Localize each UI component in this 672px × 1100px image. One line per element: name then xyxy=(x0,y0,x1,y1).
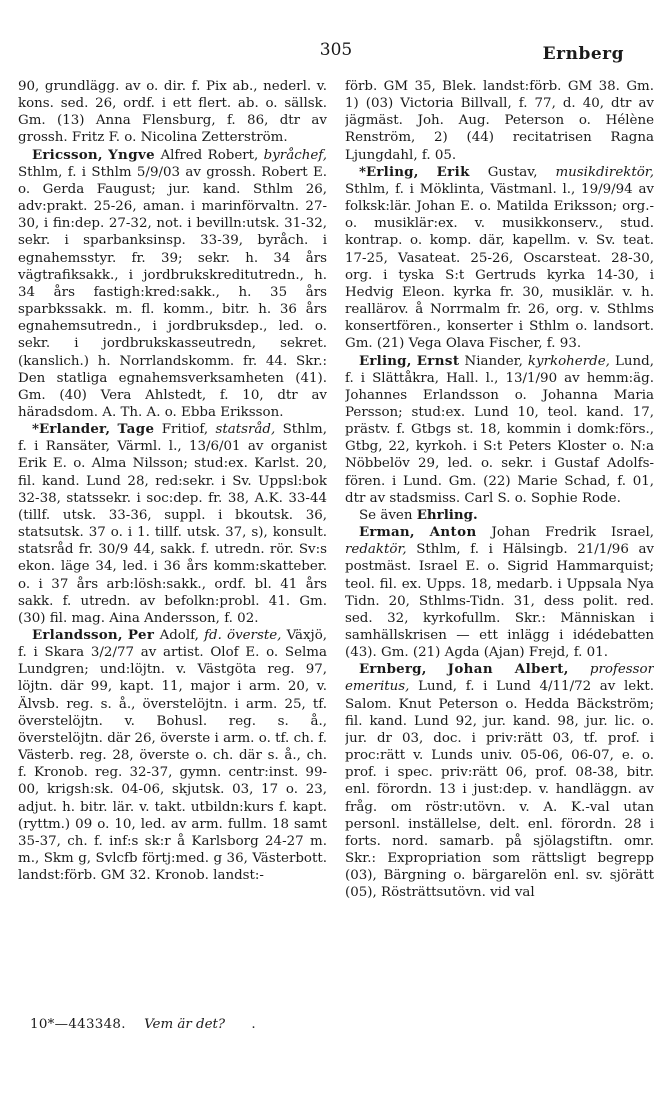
entry-given-name: Anton xyxy=(429,524,477,541)
entry-surname: Erling, xyxy=(366,163,419,180)
running-head: Ernberg xyxy=(542,44,624,64)
cross-reference xyxy=(345,507,654,524)
biography-entry xyxy=(18,147,327,422)
entry-occupation: fd. överste, xyxy=(204,628,282,643)
entry-occupation: professor emeritus, xyxy=(345,662,654,695)
entry-given-rest: Gustav, xyxy=(487,164,538,180)
signature-code: 10*—443348. xyxy=(30,1017,126,1032)
entry-surname: Erling, xyxy=(359,352,412,369)
entry-given-name: Ernst xyxy=(416,352,460,369)
page-header xyxy=(0,40,672,70)
entry-body: Sthlm, f. i Sthlm 5/9/03 av grossh. Robert E. o. Gerda Faugust; jur. kand. Sthlm 26, adv:prakt. 25-26, aman. i marinförvaltn. 27-30, i fin:dep. 27-32, not. i bevilln:utsk. 31-32, sekr. i sparbanksinsp. 33-39, byråch. i egnahemsstyr. fr. 39; sekr. h. 34 års vägtrafiksakk., i jordbrukskreditutredn., h. 34 års fastigh:kred:sakk., h. 35 års sparbkssakk. m. fl. komm., bitr. h. 36 års egnahemsutredn., i jordbruksdep., led. o. sekr. i jordbrukskasseutredn, sekret. (kanslich.) h. Norrlandskomm. fr. 44. Skr.: Den statliga egnahemsverksamheten (41). Gm. (40) Vera Ahlstedt, f. 10, dtr av häradsdom. A. Th. A. o. Ebba Eriksson. xyxy=(18,164,327,420)
entry-body: Sthlm, f. i Möklinta, Västmanl. l., 19/9/94 av folksk:lär. Johan E. o. Matilda Eriksson; org.- o. musiklär:ex. v. musikkonserv., stud. kontrap. o. komp. där, kapellm. v. Sv. teat. 17-25, Vasateat. 25-26, Oscarsteat. 28-30, org. i tyska S:t Gertruds kyrka 14-30, i Hedvig Eleon. kyrka fr. 30, musiklär. v. h. reallärov. å Norrmalm fr. 26, org. v. Sthlms konsertfören., konserter i Sthlm o. landsort. Gm. (21) Vega Olava Fischer, f. 93. xyxy=(345,181,654,352)
biography-entry xyxy=(345,353,654,507)
entry-body: Lund, f. i Slättåkra, Hall. l., 13/1/90 av hemm:äg. Johannes Erlandsson o. Johanna Maria Persson; stud:ex. Lund 10, teol. kand. 17, prästv. f. Gtbgs st. 18, kommin i domk:förs., Gtbg, 22, kyrkoh. i S:t Peters Kloster o. N:a Nöbbelöv 29, led. o. sekr. i Gustaf Adolfs-fören. i Lund. Gm. (22) Marie Schad, f. 01, dtr av stadsmiss. Carl S. o. Sophie Rode. xyxy=(345,353,654,506)
entry-star-marker: * xyxy=(359,163,367,180)
entry-body: Sthlm, f. i Ransäter, Värml. l., 13/6/01 av organist Erik E. o. Alma Nilsson; stud:ex. Karlst. 20, fil. kand. Lund 28, red:sekr. i Sv. Uppsl:bok 32-38, statssekr. i soc:dep. fr. 38, A.K. 33-44 (tillf. utsk. 33-36, suppl. i bkoutsk. 36, statsutsk. 37 o. i 1. tillf. utsk. 37, s), konsult. statsråd fr. 30/9 44, sakk. f. utredn. rör. Sv:s ekon. läge 34, led. i 36 års komm:skatteber. o. i 37 års arb:lösh:sakk., ordf. bl. 41 års sakk. f. utredn. av befolkn:probl. 41. Gm. (30) fil. mag. Aina Andersson, f. 02. xyxy=(18,422,327,626)
entry-given-rest: Niander, xyxy=(464,353,523,369)
entry-given-rest: Alfred Robert, xyxy=(160,147,259,163)
right-column xyxy=(345,78,654,902)
entry-given-name: Yngve xyxy=(108,146,156,163)
entry-body: Växjö, f. i Skara 3/2/77 av artist. Olof E. o. Selma Lundgren; und:löjtn. v. Västgöta reg. 97, löjtn. där 99, kapt. 11, major i arm. 20, v. Älvsb. reg. s. å., överstelöjtn. i arm. 25, tf. överstelöjtn. v. Bohusl. reg. s. å., överstelöjtn. där 26, överste i arm. o. tf. ch. f. Västerb. reg. 28, överste o. ch. där s. å., ch. f. Kronob. reg. 32-37, gymn. centr:inst. 99-00, krigsh:sk. 04-06, skjutsk. 03, 17 o. 23, adjut. h. bitr. lär. v. takt. utbildn:kurs f. kapt. (ryttm.) 09 o. 10, led. av arm. fullm. 18 samt 35-37, ch. f. inf:s sk:r å Karlsborg 24-27 m. m., Skm g, Svlcfb förtj:med. g 36, Västerbott. landst:förb. GM 32. Kronob. landst:- xyxy=(18,628,327,884)
entry-surname: Erlandsson, xyxy=(32,627,123,643)
entry-occupation: byråchef, xyxy=(263,147,327,163)
entry-surname: Erlander, xyxy=(39,421,111,438)
entry-given-rest: Johan Fredrik Israel, xyxy=(491,525,654,541)
entry-occupation: musikdirektör, xyxy=(555,164,654,180)
catchword: Vem är det? xyxy=(144,1017,226,1032)
biography-entry xyxy=(345,661,654,901)
see-target: Ehrling. xyxy=(416,506,478,523)
entry-given-name: Erik xyxy=(436,163,470,180)
entry-surname: Ericsson, xyxy=(32,146,103,163)
footer-mark: . xyxy=(251,1017,256,1032)
entry-given-name: Johan Albert, xyxy=(447,661,569,678)
biography-entry xyxy=(345,164,654,353)
entry-body: Lund, f. i Lund 4/11/72 av lekt. Salom. Knut Peterson o. Hedda Bäckström; fil. kand. Lund 92, jur. kand. 98, jur. lic. o. jur. dr 03, doc. i priv:rätt 03, tf. prof. i proc:rätt v. Lunds univ. 05-06, 06-07, e. o. prof. i spec. priv:rätt 06, prof. 08-38, bitr. enl. förordn. 13 i just:dep. v. handläggn. av fråg. om röstr:utövn. v. A. K.-val utan personl. inställelse, delt. enl. förordn. 28 i forts. nord. samarb. på sjölagstiftn. omr. Skr.: Expropriation som rättsligt begrepp (03), Bärgning o. bärgarelön enl. sv. sjörätt (05), Rösträttsutövn. vid val xyxy=(345,679,654,901)
entry-given-name: Tage xyxy=(117,421,155,438)
entry-given-rest: Adolf, xyxy=(159,628,199,643)
text-columns xyxy=(18,78,654,902)
entry-occupation: redaktör, xyxy=(345,542,407,558)
entry-given-rest: Fritiof, xyxy=(161,422,209,438)
entry-body: Sthlm, f. i Hälsingb. 21/1/96 av postmäst. Israel E. o. Sigrid Hammarquist; teol. fil. ex. Upps. 18, medarb. i Uppsala Nya Tidn. 20, Sthlms-Tidn. 31, dess polit. red. sed. 32, kyrkofullm. Skr.: Människan i samhällskrisen — ett inlägg i idédebatten (43). Gm. (21) Agda (Ajan) Frejd, f. 01. xyxy=(345,542,654,661)
entry-surname: Ernberg, xyxy=(359,661,427,678)
biography-entry xyxy=(345,524,654,661)
entry-surname: Erman, xyxy=(359,524,415,541)
biography-entry xyxy=(18,421,327,627)
page-footer xyxy=(30,1017,256,1032)
entry-star-marker: * xyxy=(32,421,40,438)
entry-given-name: Per xyxy=(127,627,155,643)
continuation-text: förb. GM 35, Blek. landst:förb. GM 38. Gm. 1) (03) Victoria Billvall, f. 77, d. 40, dtr av jägmäst. Joh. Aug. Peterson o. Hélène Renström, 2) (44) recitatrisen Ragna Ljungdahl, f. 05. xyxy=(345,79,654,163)
entry-occupation: statsråd, xyxy=(215,422,276,438)
left-column xyxy=(18,78,327,902)
entry-occupation: kyrkoherde, xyxy=(527,353,610,369)
continuation-text: 90, grundlägg. av o. dir. f. Pix ab., nederl. v. kons. sed. 26, ordf. i ett flert. ab. o. sällsk. Gm. (13) Anna Flensburg, f. 86, dtr av grossh. Fritz F. o. Nicolina Zetterström. xyxy=(18,79,327,146)
see-prefix: Se även xyxy=(359,507,413,523)
biography-entry xyxy=(18,627,327,884)
page-number: 305 xyxy=(319,40,353,60)
